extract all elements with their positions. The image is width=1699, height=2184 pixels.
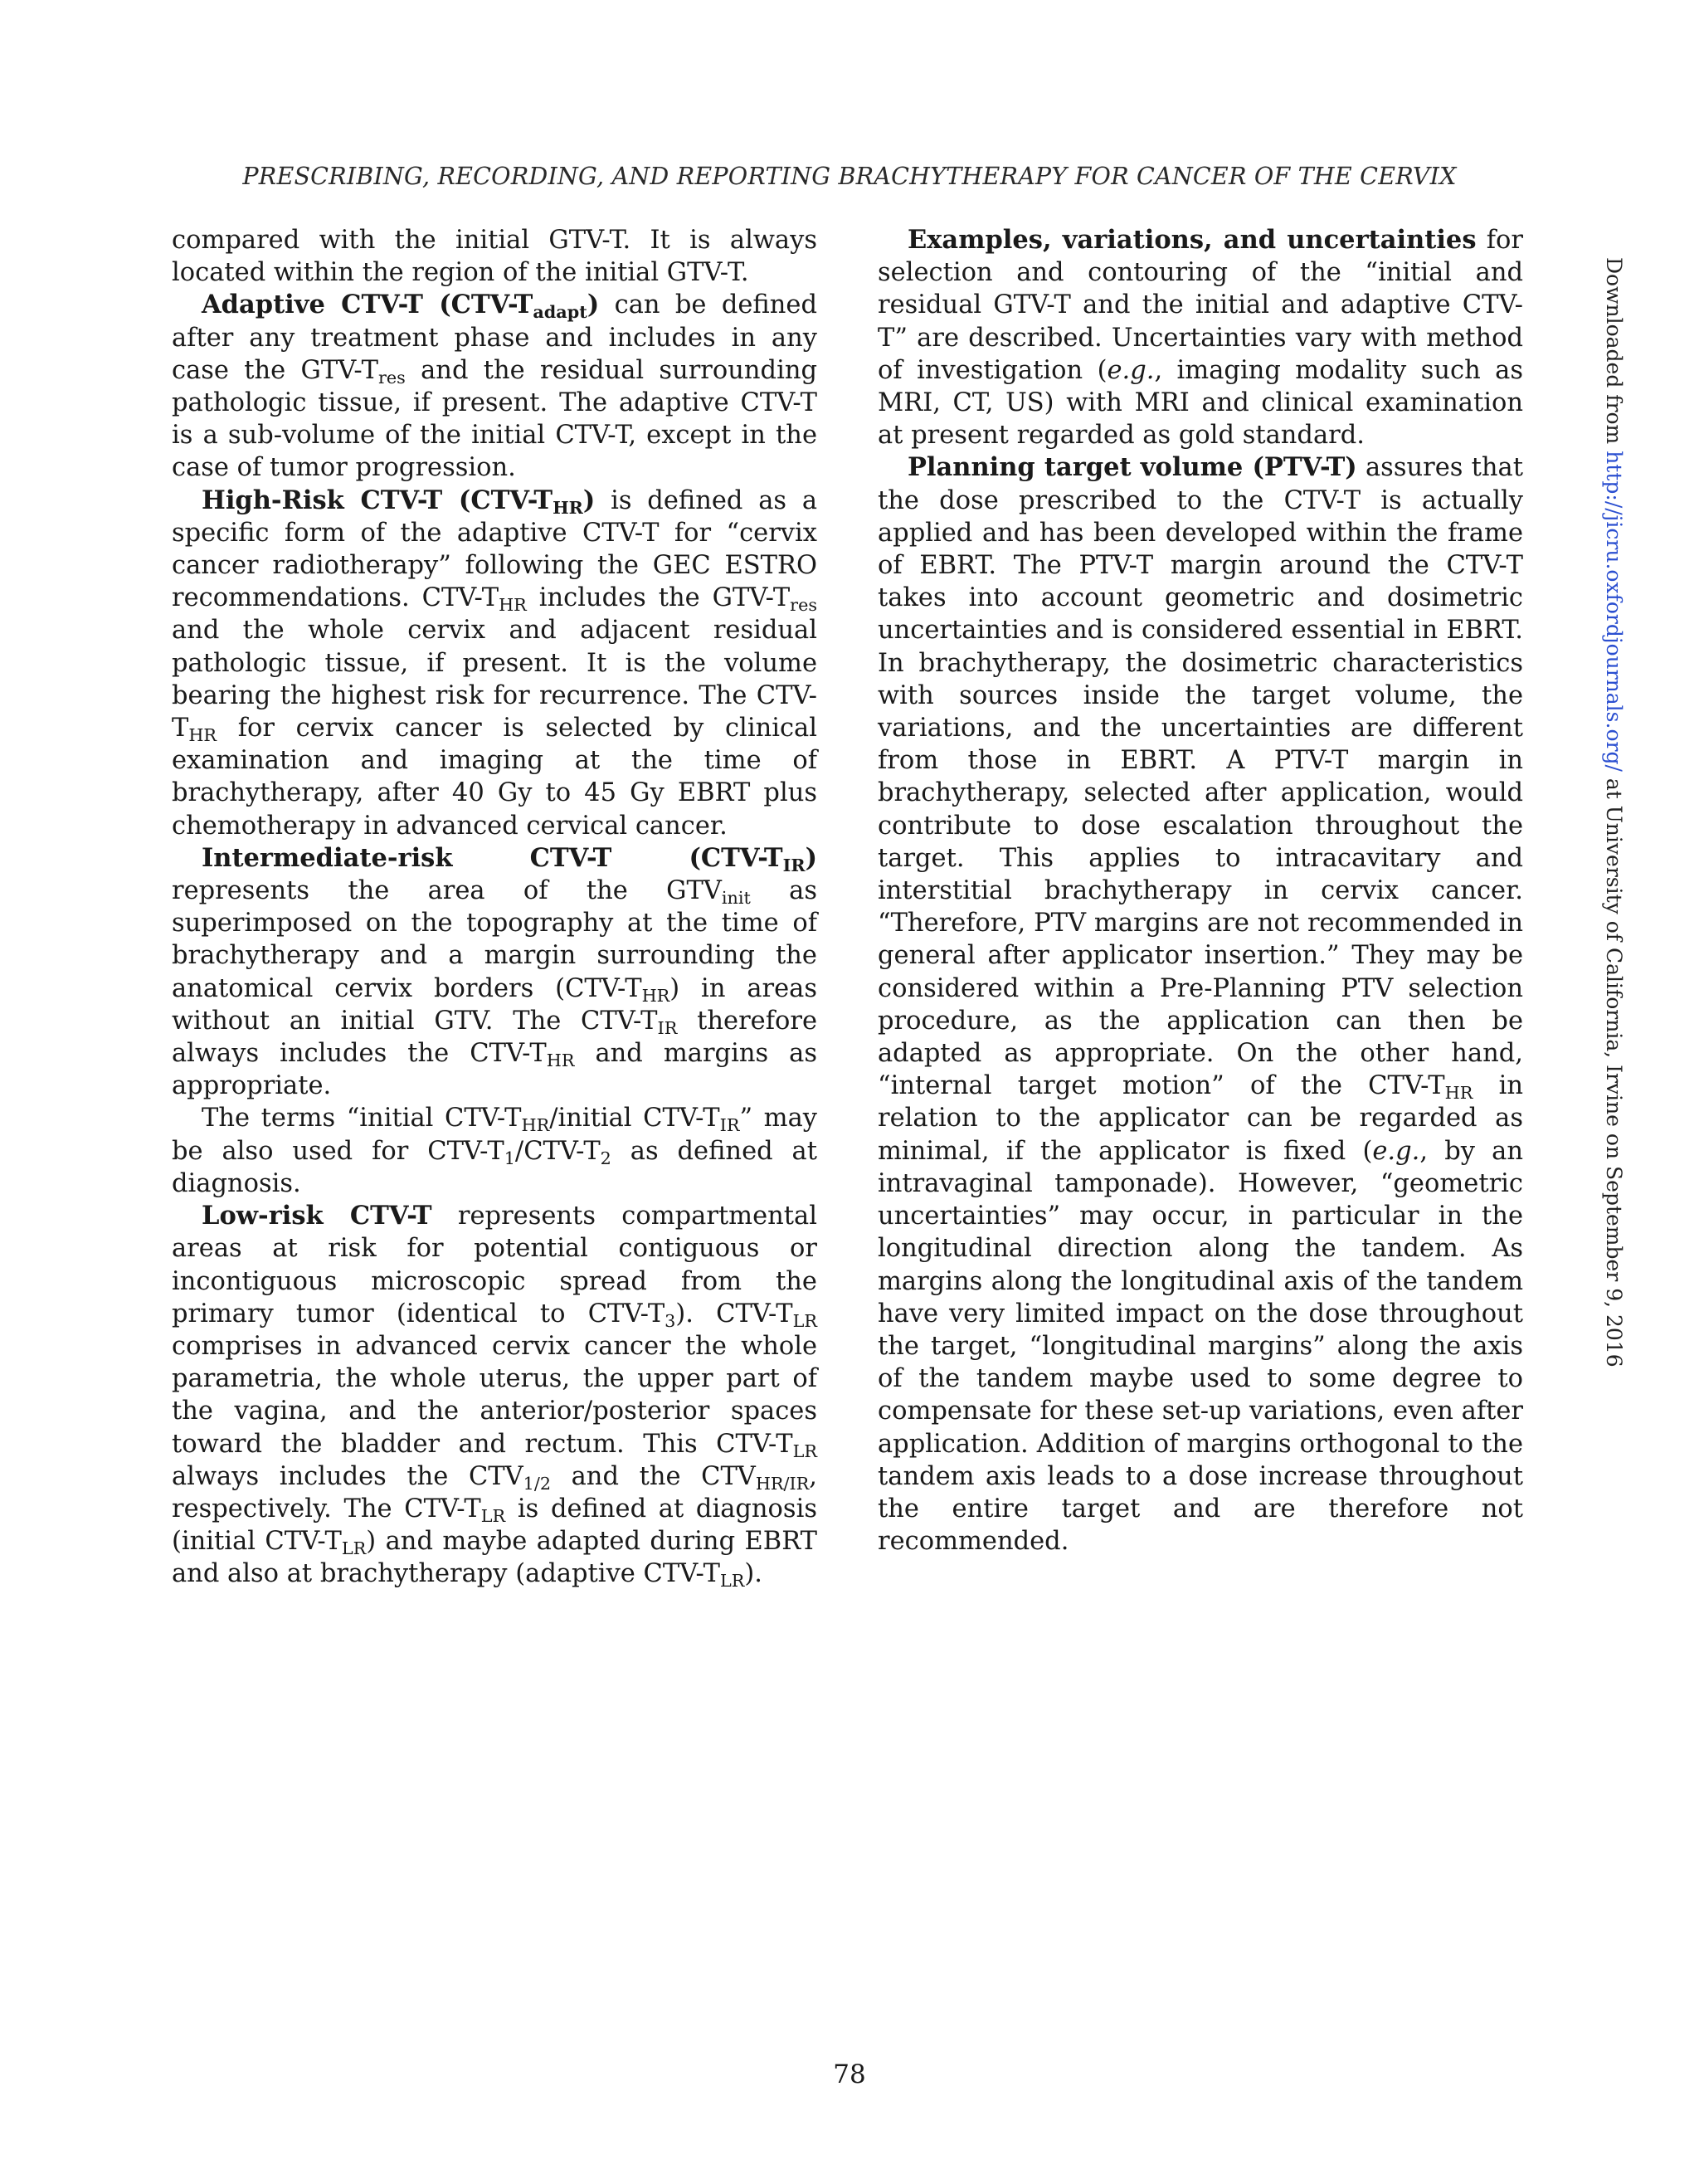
source-link[interactable]: http://jicru.oxfordjournals.org/ xyxy=(1602,451,1626,772)
paragraph-low-risk-ctv: Low-risk CTV-T represents compartmental areas at risk for potential contiguous or incontiguous microscopic spread from the primary tumor (identical to CTV-$T_3$). CTV-$T_{LR}$ comprises in advanced cervix cancer the whole parametria, the whole uterus, the upper part of the vagina, and the anterior/posterior spaces toward the bladder and rectum. This CTV-$T_{LR}$ always includes the $CTV_{1/2}$ and the $CTV_{HR/IR}$, respectively. The CTV-$T_{LR}$ is defined at diagnosis (initial CTV-$T_{LR}$) and maybe adapted during EBRT and also at brachytherapy (adaptive CTV-$T_{LR}$). xyxy=(172,1201,817,1592)
right-column xyxy=(878,224,1523,1558)
paragraph-uncertainties: Examples, variations, and uncertainties for selection and contouring of the “initial and residual GTV-T and the initial and adaptive CTV-T” are described. Uncertainties vary with method of investigation (e.g., imaging modality such as MRI, CT, US) with MRI and clinical examination at present regarded as gold standard. xyxy=(878,225,1523,451)
running-head: PRESCRIBING, RECORDING, AND REPORTING BRACHYTHERAPY FOR CANCER OF THE CERVIX xyxy=(242,163,1457,190)
download-notice: Downloaded from http://jicru.oxfordjournals.org/ at University of California, Irvine on September 9, 2016 xyxy=(1602,257,1626,1367)
paragraph-initial-terms: The terms “initial CTV-$T_{HR}$/initial CTV-$T_{IR}$” may be also used for CTV-$T_1/CTV-T_2$ as defined at diagnosis. xyxy=(172,1104,818,1198)
term-heading: Adaptive CTV-T $(CTV-T_{adapt})$ xyxy=(202,290,600,323)
left-column xyxy=(172,224,817,1591)
paragraph-adaptive-ctv: Adaptive CTV-T $(CTV-T_{adapt})$ can be defined after any treatment phase and includes in any case the GTV-$T_{res}$ and the residual surrounding pathologic tissue, if present. The adaptive CTV-T is a sub-volume of the initial CTV-T, except in the case of tumor progression. xyxy=(172,290,817,483)
term-heading: Low-risk CTV-T xyxy=(202,1201,432,1231)
page-number: 78 xyxy=(833,2060,866,2089)
term-heading: Examples, variations, and uncertainties xyxy=(908,225,1477,255)
paragraph-ptv: Planning target volume (PTV-T) assures that the dose prescribed to the CTV-T is actually applied and has been developed within the frame of EBRT. The PTV-T margin around the CTV-T takes into account geometric and dosimetric uncertainties and is considered essential in EBRT. In brachytherapy, the dosimetric characteristics with sources inside the target volume, the variations, and the uncertainties are different from those in EBRT. A PTV-T margin in brachytherapy, selected after application, would contribute to dose escalation throughout the target. This applies to intracavitary and interstitial brachytherapy in cervix cancer. “Therefore, PTV margins are not recommended in general after applicator insertion.” They may be considered within a Pre-Planning PTV selection procedure, as the application can then be adapted as appropriate. On the other hand, “internal target motion” of the CTV-$T_{HR}$ in relation to the applicator can be regarded as minimal, if the applicator is fixed (e.g., by an intravaginal tamponade). However, “geometric uncertainties” may occur, in particular in the longitudinal direction along the tandem. As margins along the longitudinal axis of the tandem have very limited impact on the dose throughout the target, “longitudinal margins” along the axis of the tandem maybe used to some degree to compensate for these set-up variations, even after application. Addition of margins orthogonal to the tandem axis leads to a dose increase throughout the entire target and are therefore not recommended. xyxy=(878,452,1523,1557)
term-heading: Planning target volume (PTV-T) xyxy=(908,452,1357,483)
paragraph-gtv-continuation: compared with the initial GTV-T. It is always located within the region of the initial GTV-T. xyxy=(172,226,817,288)
paragraph-intermediate-risk-ctv: Intermediate-risk CTV-T $(CTV-T_{IR})$ represents the area of the $GTV_{init}$ as superimposed on the topography at the time of brachytherapy and a margin surrounding the anatomical cervix borders $(CTV-T_{HR})$ in areas without an initial GTV. The CTV-$T_{IR}$ therefore always includes the CTV-$T_{HR}$ and margins as appropriate. xyxy=(172,842,818,1101)
paragraph-high-risk-ctv: High-Risk CTV-T $(CTV-T_{HR})$ is defined as a specific form of the adaptive CTV-T for “cervix cancer radiotherapy” following the GEC ESTRO recommendations. CTV-$T_{HR}$ includes the GTV-$T_{res}$ and the whole cervix and adjacent residual pathologic tissue, if present. It is the volume bearing the highest risk for recurrence. The CTV-$T_{HR}$ for cervix cancer is selected by clinical examination and imaging at the time of brachytherapy, after 40 Gy to 45 Gy EBRT plus chemotherapy in advanced cervical cancer. xyxy=(172,485,817,841)
term-heading: High-Risk CTV-T $(CTV-T_{HR})$ xyxy=(202,485,596,518)
term-heading: Intermediate-risk CTV-T $(CTV-T_{IR})$ xyxy=(202,842,817,875)
